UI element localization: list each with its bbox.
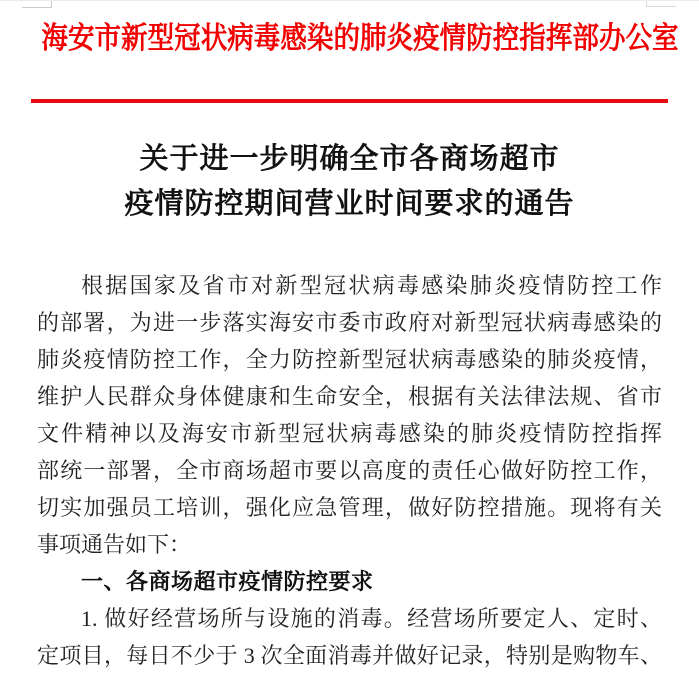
page-margin-mark-right xyxy=(646,1,676,7)
paragraph-line: 文件精神以及海安市新型冠状病毒感染的肺炎疫情防控指挥 xyxy=(37,421,662,446)
page-margin-mark-left xyxy=(22,1,52,8)
letterhead-divider-rule xyxy=(31,99,668,103)
document-title xyxy=(0,137,699,227)
paragraph-line: 根据国家及省市对新型冠状病毒感染肺炎疫情防控工作 xyxy=(81,273,662,298)
letterhead xyxy=(0,1,699,68)
paragraph-line: 部统一部署，全市商场超市要以高度的责任心做好防控工作， xyxy=(37,458,662,483)
paragraph-line: 事项通告如下： xyxy=(37,532,192,557)
document-body xyxy=(37,267,662,674)
list-item-line: 1. 做好经营场所与设施的消毒。经营场所要定人、定时、 xyxy=(81,606,662,631)
paragraph-line: 的部署，为进一步落实海安市委市政府对新型冠状病毒感染的 xyxy=(37,310,662,335)
paragraph-line: 维护人民群众身体健康和生命安全，根据有关法律法规、省市 xyxy=(37,384,662,409)
document-title-line-2: 疫情防控期间营业时间要求的通告 xyxy=(124,188,575,220)
section-heading-1: 一、各商场超市疫情防控要求 xyxy=(81,569,374,594)
paragraph-line: 肺炎疫情防控工作，全力防控新型冠状病毒感染的肺炎疫情， xyxy=(37,347,662,372)
document-title-line-1: 关于进一步明确全市各商场超市 xyxy=(139,143,560,175)
letterhead-org-name: 海安市新型冠状病毒感染的肺炎疫情防控指挥部办公室 xyxy=(41,22,679,55)
list-item-line: 定项目，每日不少于 3 次全面消毒并做好记录，特别是购物车、 xyxy=(37,643,662,668)
paragraph-line: 切实加强员工培训，强化应急管理，做好防控措施。现将有关 xyxy=(37,495,662,520)
